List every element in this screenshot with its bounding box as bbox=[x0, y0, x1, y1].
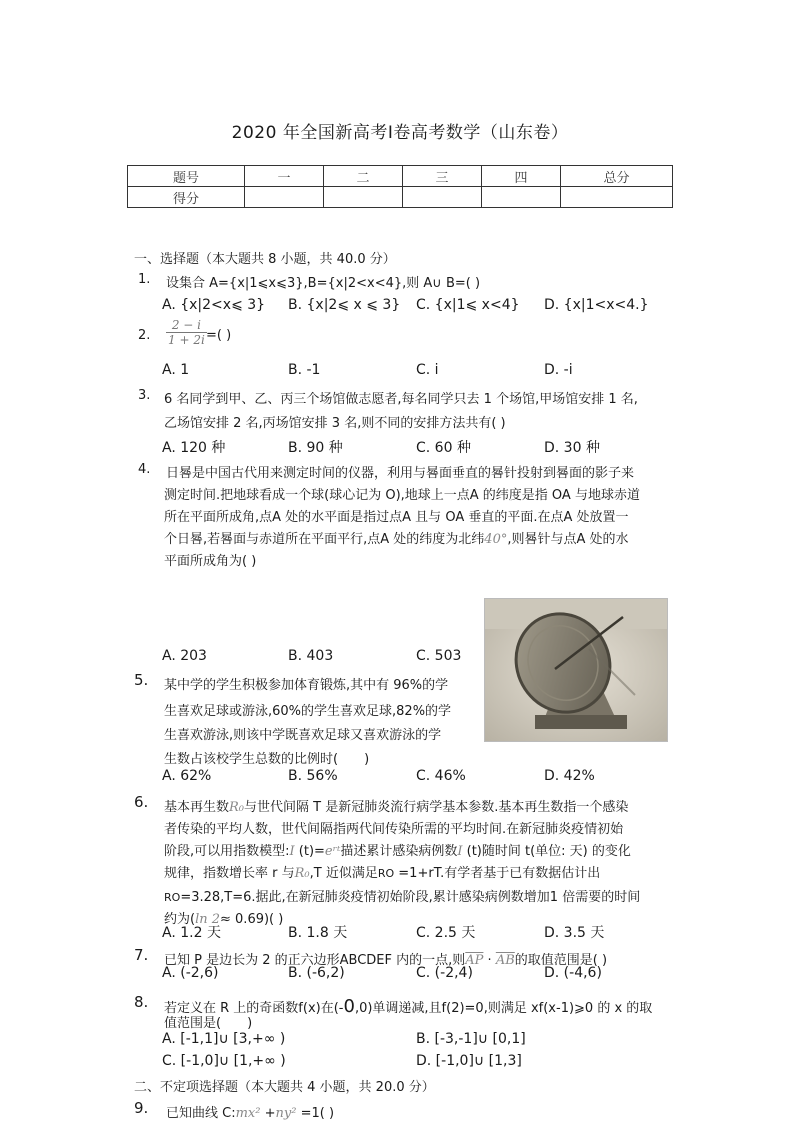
question-4-line: 所在平面所成角,点A 处的水平面是指过点A 且与 OA 垂直的平面.在点A 处放置一 bbox=[164, 510, 629, 525]
table-cell: 总分 bbox=[561, 166, 673, 187]
option-d: D. {x|1<x<4.} bbox=[544, 297, 649, 313]
table-cell bbox=[482, 187, 561, 208]
text-span: ,T 近似满足 bbox=[309, 866, 378, 881]
question-6-line bbox=[164, 886, 640, 905]
text-span: 已知 P 是边长为 2 的正六边形ABCDEF 内的一点,则 bbox=[164, 953, 466, 968]
section-heading-1: 一、选择题（本大题共 8 小题，共 40.0 分） bbox=[134, 252, 396, 267]
text-span: 若定义在 R 上的奇函数f(x)在(- bbox=[164, 1001, 344, 1016]
option-a: A. [-1,1]∪ [3,+∞ ) bbox=[162, 1031, 286, 1047]
vector-ap: $\overline{AP}$ bbox=[465, 953, 484, 968]
text-span: 已知曲线 C: bbox=[166, 1106, 236, 1121]
option-d: D. 3.5 天 bbox=[544, 925, 605, 941]
option-b: B. 1.8 天 bbox=[288, 925, 348, 941]
sundial-image bbox=[485, 599, 667, 741]
option-c: C. 2.5 天 bbox=[416, 925, 476, 941]
math-span: ny² bbox=[275, 1106, 297, 1121]
text-span: =1( ) bbox=[296, 1106, 335, 1121]
option-c: C. (-2,4) bbox=[416, 965, 473, 981]
question-1-text: 设集合 A={x|1⩽x⩽3},B={x|2<x<4},则 A∪ B=( ) bbox=[166, 276, 481, 291]
option-a: A. 62% bbox=[162, 768, 212, 784]
option-d: D. 30 种 bbox=[544, 440, 600, 456]
option-c: C. i bbox=[416, 362, 439, 378]
text-span: 的取值范围是( ) bbox=[514, 953, 608, 968]
text-span: ,0)单调递减,且f(2)=0,则满足 xf(x-1)⩾0 的 x 的取 bbox=[354, 1001, 653, 1016]
table-cell bbox=[561, 187, 673, 208]
text-span: 与世代间隔 T 是新冠肺炎流行病学基本参数.基本再生数指一个感染 bbox=[244, 800, 629, 815]
table-cell: 题号 bbox=[128, 166, 245, 187]
table-cell: 二 bbox=[324, 166, 403, 187]
text-span: + bbox=[260, 1106, 276, 1121]
question-6-line bbox=[164, 840, 631, 859]
vector-ab: $\overline{AB}$ bbox=[495, 953, 515, 968]
text-span: 基本再生数 bbox=[164, 800, 230, 815]
table-cell bbox=[403, 187, 482, 208]
fraction-numerator: 2 − i bbox=[166, 318, 207, 333]
question-number: 5. bbox=[134, 671, 149, 689]
text-span: RO bbox=[377, 867, 395, 880]
fraction-denominator: 1 + 2i bbox=[168, 333, 205, 347]
question-5-line: 某中学的学生积极参加体育锻炼,其中有 96%的学 bbox=[164, 678, 449, 693]
text-span: 描述累计感染病例数 bbox=[340, 844, 458, 859]
option-c: C. 46% bbox=[416, 768, 466, 784]
math-span: ln 2 bbox=[195, 912, 221, 927]
question-5-line: 生喜欢游泳,则该中学既喜欢足球又喜欢游泳的学 bbox=[164, 728, 442, 743]
text-span: =3.28,T=6.据此,在新冠肺炎疫情初始阶段,累计感染病例数增加1 倍需要的时间 bbox=[180, 890, 641, 905]
question-4-line: 测定时间.把地球看成一个球(球心记为 O),地球上一点A 的纬度是指 OA 与地球赤道 bbox=[164, 488, 640, 503]
option-d: D. 42% bbox=[544, 768, 595, 784]
table-cell: 一 bbox=[245, 166, 324, 187]
table-cell bbox=[324, 187, 403, 208]
table-row bbox=[128, 166, 673, 187]
question-3-line: 乙场馆安排 2 名,丙场馆安排 3 名,则不同的安排方法共有( ) bbox=[164, 416, 506, 431]
question-5-line: 生数占该校学生总数的比例时( ) bbox=[164, 752, 370, 767]
question-number: 6. bbox=[134, 793, 149, 811]
question-number: 1. bbox=[138, 272, 151, 287]
option-a: A. 1.2 天 bbox=[162, 925, 221, 941]
text-span: 个日晷,若晷面与赤道所在平面平行,点A 处的纬度为北纬 bbox=[164, 532, 485, 547]
table-cell: 得分 bbox=[128, 187, 245, 208]
math-span: 40° bbox=[484, 532, 508, 547]
question-6-line bbox=[164, 796, 628, 815]
question-3-line: 6 名同学到甲、乙、丙三个场馆做志愿者,每名同学只去 1 个场馆,甲场馆安排 1 名, bbox=[164, 392, 638, 407]
question-number: 9. bbox=[134, 1099, 149, 1117]
option-c: C. 503 bbox=[416, 648, 462, 664]
option-d: D. -i bbox=[544, 362, 573, 378]
math-span: mx² bbox=[235, 1106, 261, 1121]
question-4-line: 日晷是中国古代用来测定时间的仪器，利用与晷面垂直的晷针投射到晷面的影子来 bbox=[166, 466, 635, 481]
text-span: 约为( bbox=[164, 912, 196, 927]
math-span: R₀ bbox=[294, 866, 310, 881]
table-cell: 三 bbox=[403, 166, 482, 187]
fraction-formula bbox=[166, 318, 207, 347]
option-b: B. {x|2⩽ x ⩽ 3} bbox=[288, 297, 401, 313]
question-5-line: 生喜欢足球或游泳,60%的学生喜欢足球,82%的学 bbox=[164, 704, 452, 719]
option-a: A. (-2,6) bbox=[162, 965, 219, 981]
text-span: 阶段,可以用指数模型: bbox=[164, 844, 290, 859]
option-a: A. 203 bbox=[162, 648, 207, 664]
math-span: I bbox=[457, 844, 463, 859]
text-span: (t)随时间 t(单位: 天) 的变化 bbox=[462, 844, 631, 859]
text-span: =1+rT.有学者基于已有数据估计出 bbox=[394, 866, 601, 881]
question-6-line: 者传染的平均人数，世代间隔指两代间传染所需的平均时间.在新冠肺炎疫情初始 bbox=[164, 822, 624, 837]
sundial-photo bbox=[484, 598, 668, 742]
table-row bbox=[128, 187, 673, 208]
math-span: eʳᵗ bbox=[324, 844, 341, 859]
question-2-tail: =( ) bbox=[206, 328, 232, 343]
score-table bbox=[127, 165, 673, 208]
math-span: I bbox=[289, 844, 295, 859]
option-b: B. (-6,2) bbox=[288, 965, 345, 981]
math-span: R₀ bbox=[229, 800, 245, 815]
section-heading-2: 二、不定项选择题（本大题共 4 小题，共 20.0 分） bbox=[134, 1080, 435, 1095]
question-number: 7. bbox=[134, 946, 149, 964]
option-a: A. {x|2<x⩽ 3} bbox=[162, 297, 266, 313]
option-b: B. [-3,-1]∪ [0,1] bbox=[416, 1031, 526, 1047]
option-a: A. 1 bbox=[162, 362, 190, 378]
option-c: C. 60 种 bbox=[416, 440, 471, 456]
option-b: B. 56% bbox=[288, 768, 338, 784]
question-7-line bbox=[164, 949, 607, 968]
table-cell bbox=[245, 187, 324, 208]
text-span: 规律，指数增长率 r 与 bbox=[164, 866, 295, 881]
text-span: (t)= bbox=[294, 844, 325, 859]
text-span: RO bbox=[164, 891, 181, 904]
option-b: B. -1 bbox=[288, 362, 321, 378]
text-span: ≈ 0.69)( ) bbox=[220, 912, 284, 927]
question-8-line: 值范围是( ) bbox=[164, 1016, 253, 1031]
text-span: · bbox=[483, 953, 496, 968]
text-span: 0 bbox=[343, 996, 355, 1017]
question-number: 4. bbox=[138, 462, 151, 477]
text-span: ,则晷针与点A 处的水 bbox=[507, 532, 629, 547]
page-title: 2020 年全国新高考Ⅰ卷高考数学（山东卷） bbox=[231, 123, 569, 143]
question-number: 2. bbox=[138, 328, 151, 343]
table-cell: 四 bbox=[482, 166, 561, 187]
option-c: C. [-1,0]∪ [1,+∞ ) bbox=[162, 1053, 286, 1069]
option-b: B. 403 bbox=[288, 648, 334, 664]
question-number: 8. bbox=[134, 993, 149, 1011]
option-c: C. {x|1⩽ x<4} bbox=[416, 297, 520, 313]
option-d: D. (-4,6) bbox=[544, 965, 602, 981]
question-number: 3. bbox=[138, 388, 151, 403]
option-a: A. 120 种 bbox=[162, 440, 226, 456]
option-d: D. [-1,0]∪ [1,3] bbox=[416, 1053, 522, 1069]
question-4-line bbox=[164, 528, 629, 547]
question-4-line: 平面所成角为( ) bbox=[164, 554, 257, 569]
option-b: B. 90 种 bbox=[288, 440, 343, 456]
question-9-line bbox=[166, 1102, 334, 1121]
question-6-line bbox=[164, 862, 600, 881]
